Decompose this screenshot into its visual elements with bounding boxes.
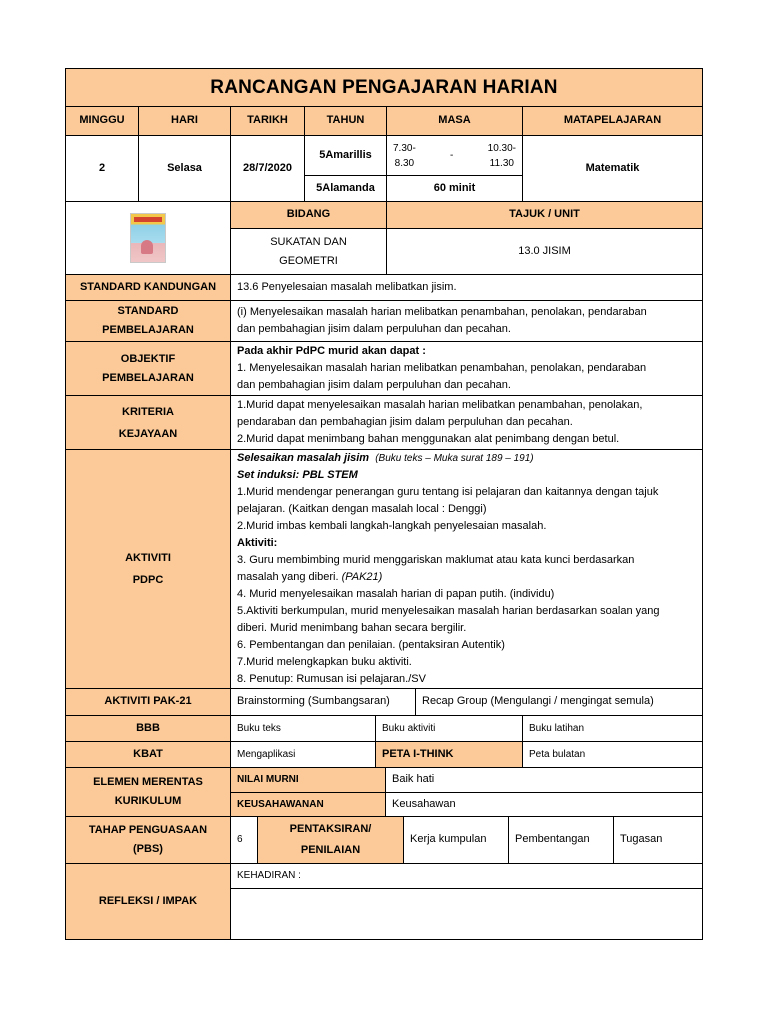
aktiviti-line-6: 4. Murid menyelesaikan masalah harian di papan putih. (individu): [237, 588, 555, 600]
aktiviti-line-4: 3. Guru membimbing murid menggariskan maklumat atau kata kunci berdasarkan: [237, 554, 635, 566]
standard-pembelajaran-value: [230, 300, 703, 342]
aktiviti-label: [65, 449, 231, 689]
kriteria-label-line-1: KRITERIA: [122, 405, 174, 418]
objektif-label: [65, 341, 231, 396]
kriteria-value: [230, 395, 703, 450]
pbs-item-2: Pembentangan: [508, 816, 614, 864]
kriteria-label-line-2: KEJAYAAN: [118, 427, 178, 440]
standard-pembelajaran-line-2: dan pembahagian jisim dalam perpuluhan dan pecahan.: [237, 323, 511, 335]
masa-slot-2-end: 11.30: [489, 157, 514, 169]
page-title: RANCANGAN PENGAJARAN HARIAN: [65, 68, 703, 107]
kriteria-line-2: pendaraban dan pembahagian jisim dalam perpuluhan dan pecahan.: [237, 416, 573, 428]
objektif-intro: Pada akhir PdPC murid akan dapat :: [237, 345, 426, 357]
masa-slot-1-end: 8.30: [394, 157, 415, 169]
bbb-item-3: Buku latihan: [522, 715, 703, 742]
kbat-label: KBAT: [65, 741, 231, 768]
standard-pembelajaran-label-line-1: STANDARD: [117, 305, 179, 317]
standard-kandungan-value: 13.6 Penyelesaian masalah melibatkan jisim.: [230, 274, 703, 301]
refleksi-label: REFLEKSI / IMPAK: [65, 863, 231, 940]
pentaksiran-label-line-1: PENTAKSIRAN/: [289, 823, 372, 835]
aktiviti-line-8: diberi. Murid menimbang bahan secara bergilir.: [237, 622, 467, 634]
kriteria-line-3: 2.Murid dapat menimbang bahan menggunakan alat penimbang dengan betul.: [237, 433, 620, 445]
standard-pembelajaran-label: [65, 300, 231, 342]
aktiviti-line-11: 8. Penutup: Rumusan isi pelajaran./SV: [237, 673, 426, 685]
pak21-label: AKTIVITI PAK-21: [65, 688, 231, 716]
set-induksi: Set induksi: PBL STEM: [237, 469, 358, 481]
aktiviti-line-5-row: [237, 569, 382, 586]
bbb-item-2: Buku aktiviti: [375, 715, 523, 742]
header-hari: HARI: [138, 106, 231, 136]
aktiviti-line-2: pelajaran. (Kaitkan dengan masalah local : Denggi): [237, 503, 487, 515]
emk-label-line-2: KURIKULUM: [114, 795, 182, 807]
objektif-label-line-1: OBJEKTIF: [120, 352, 176, 365]
aktiviti-heading-row: [237, 450, 534, 467]
tajuk-header: TAJUK / UNIT: [386, 201, 703, 229]
objektif-value: [230, 341, 703, 396]
aktiviti-value: [230, 449, 703, 689]
kriteria-label: [65, 395, 231, 450]
tahun-class-1: 5Amarillis: [304, 135, 387, 176]
pentaksiran-label: [257, 816, 404, 864]
standard-kandungan-label: STANDARD KANDUNGAN: [65, 274, 231, 301]
pak21-item-1: Brainstorming (Sumbangsaran): [230, 688, 416, 716]
bidang-value-line-2: GEOMETRI: [279, 254, 338, 267]
objektif-line-2: dan pembahagian jisim dalam perpuluhan dan pecahan.: [237, 379, 511, 391]
pbs-item-3: Tugasan: [613, 816, 703, 864]
emk-label: [65, 767, 231, 817]
header-masa: MASA: [386, 106, 523, 136]
textbook-image: [65, 201, 231, 275]
pbs-item-1: Kerja kumpulan: [403, 816, 509, 864]
aktiviti-line-7: 5.Aktiviti berkumpulan, murid menyelesaikan masalah harian berdasarkan soalan yang: [237, 605, 660, 617]
bidang-header: BIDANG: [230, 201, 387, 229]
bidang-value-line-1: SUKATAN DAN: [270, 235, 347, 248]
objektif-label-line-2: PEMBELAJARAN: [102, 371, 194, 384]
masa-slot-2-start: 10.30-: [487, 142, 516, 154]
bbb-label: BBB: [65, 715, 231, 742]
nilai-murni-label: NILAI MURNI: [230, 767, 386, 793]
header-tahun: TAHUN: [304, 106, 387, 136]
peta-ithink-label: PETA I-THINK: [375, 741, 523, 768]
kriteria-line-1: 1.Murid dapat menyelesaikan masalah harian melibatkan penambahan, penolakan,: [237, 399, 643, 411]
hari-value: Selasa: [138, 135, 231, 202]
minggu-value: 2: [65, 135, 139, 202]
bidang-value: [230, 228, 387, 275]
header-tarikh: TARIKH: [230, 106, 305, 136]
masa-slot-1-start: 7.30-: [393, 142, 416, 154]
standard-pembelajaran-label-line-2: PEMBELAJARAN: [102, 324, 194, 336]
pentaksiran-label-line-2: PENILAIAN: [300, 844, 361, 856]
peta-ithink-value: Peta bulatan: [522, 741, 703, 768]
aktiviti-heading: Selesaikan masalah jisim: [237, 452, 370, 464]
pak21-item-2: Recap Group (Mengulangi / mengingat semula): [415, 688, 703, 716]
bbb-item-1: Buku teks: [230, 715, 376, 742]
refleksi-notes-area[interactable]: [230, 888, 703, 940]
aktiviti-heading-ref: (Buku teks – Muka surat 189 – 191): [375, 453, 534, 464]
aktiviti-line-5-ref: (PAK21): [341, 571, 383, 583]
kbat-value: Mengaplikasi: [230, 741, 376, 768]
standard-pembelajaran-line-1: (i) Menyelesaikan masalah harian melibatkan penambahan, penolakan, pendaraban: [237, 306, 647, 318]
tarikh-value: 28/7/2020: [230, 135, 305, 202]
tahun-class-2: 5Alamanda: [304, 175, 387, 202]
pbs-value: 6: [230, 816, 258, 864]
pbs-label-line-1: TAHAP PENGUASAAN: [88, 824, 208, 836]
aktiviti-line-10: 7.Murid melengkapkan buku aktiviti.: [237, 656, 412, 668]
aktiviti-line-1: 1.Murid mendengar penerangan guru tentang isi pelajaran dan kaitannya dengan tajuk: [237, 486, 659, 498]
aktiviti-label-line-2: PDPC: [132, 574, 164, 586]
matapelajaran-value: Matematik: [522, 135, 703, 202]
keusahawanan-value: Keusahawan: [385, 792, 703, 817]
nilai-murni-value: Baik hati: [385, 767, 703, 793]
keusahawanan-label: KEUSAHAWANAN: [230, 792, 386, 817]
masa-duration: 60 minit: [386, 175, 523, 202]
pbs-label: [65, 816, 231, 864]
aktiviti-sub-label: Aktiviti:: [237, 537, 278, 549]
textbook-cover-icon: [130, 213, 166, 263]
masa-slots: [386, 135, 523, 176]
emk-label-line-1: ELEMEN MERENTAS: [93, 776, 203, 788]
aktiviti-line-9: 6. Pembentangan dan penilaian. (pentaksiran Autentik): [237, 639, 505, 651]
masa-dash: -: [450, 150, 454, 161]
kehadiran-label: KEHADIRAN :: [230, 863, 703, 889]
header-minggu: MINGGU: [65, 106, 139, 136]
aktiviti-label-line-1: AKTIVITI: [125, 552, 171, 564]
pbs-label-line-2: (PBS): [133, 843, 163, 855]
tajuk-value: 13.0 JISIM: [386, 228, 703, 275]
aktiviti-line-5: masalah yang diberi.: [237, 571, 339, 583]
aktiviti-line-3: 2.Murid imbas kembali langkah-langkah penyelesaian masalah.: [237, 520, 547, 532]
objektif-line-1: 1. Menyelesaikan masalah harian melibatkan penambahan, penolakan, pendaraban: [237, 362, 647, 374]
header-matapelajaran: MATAPELAJARAN: [522, 106, 703, 136]
